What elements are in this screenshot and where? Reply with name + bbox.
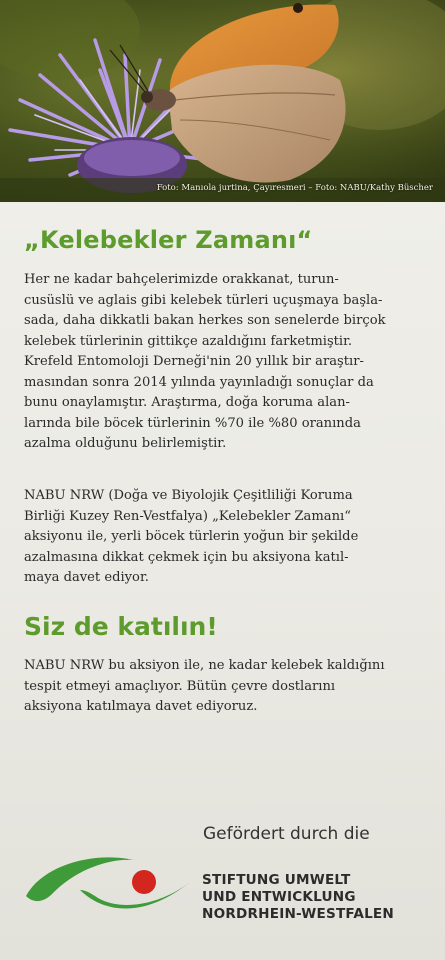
paragraph-line: aksiyonu ile, yerli böcek türlerin yoğun bir şekilde	[24, 529, 359, 544]
paragraph-line: cusüslü ve aglais gibi kelebek türleri uçuşmaya başla-	[24, 292, 383, 308]
paragraph-line: kelebek türlerinin gittikçe azaldığını farketmiştir.	[24, 333, 353, 349]
section-title-siz-de-katilin: Siz de katılın!	[24, 612, 218, 641]
paragraph-line: tespit etmeyi amaçlıyor. Bütün çevre dostlarını	[24, 678, 336, 694]
stiftung-swoosh-logo-icon	[22, 846, 202, 926]
paragraph-line: maya davet ediyor.	[24, 570, 149, 585]
paragraph-line: larında bile böcek türlerinin %70 ile %80 oranında	[24, 415, 361, 431]
paragraph-line: sada, daha dikkatli bakan herkes son senelerde birçok	[24, 313, 386, 328]
paragraph-line: NABU NRW bu aksiyon ile, ne kadar kelebek kaldığını	[24, 658, 385, 673]
paragraph-line: bunu onaylamıştır. Araştırma, doğa koruma alan-	[24, 395, 350, 410]
paragraph-line: Birliği Kuzey Ren-Vestfalya) „Kelebekler Zamanı“	[24, 508, 351, 524]
paragraph-line: azalma olduğunu belirlemiştir.	[24, 436, 227, 451]
paragraph-line: NABU NRW (Doğa ve Biyolojik Çeşitliliği Koruma	[24, 488, 353, 503]
intro-paragraph	[24, 270, 428, 455]
nabu-paragraph	[24, 486, 428, 589]
sponsor-name	[202, 872, 394, 923]
sponsor-name-line: STIFTUNG UMWELT	[202, 872, 351, 888]
sponsor-label: Gefördert durch die	[203, 824, 370, 844]
paragraph-line: aksiyona katılmaya davet ediyoruz.	[24, 699, 258, 714]
sponsor-name-line: NORDRHEIN-WESTFALEN	[202, 906, 394, 922]
paragraph-line: Krefeld Entomoloji Derneği'nin 20 yıllık bir araştır-	[24, 354, 364, 369]
section-title-kelebekler-zamani: „Kelebekler Zamanı“	[24, 226, 313, 254]
paragraph-line: masından sonra 2014 yılında yayınladığı sonuçlar da	[24, 374, 374, 390]
paragraph-line: Her ne kadar bahçelerimizde orakkanat, turun-	[24, 272, 339, 287]
paragraph-line: azalmasına dikkat çekmek için bu aksiyona katıl-	[24, 549, 349, 565]
butterfly-photo	[0, 0, 445, 202]
sponsor-name-line: UND ENTWICKLUNG	[202, 889, 356, 905]
invitation-paragraph	[24, 656, 428, 718]
photo-caption: Foto: Manıola jurtina, Çayıresmeri – Foto: NABU/Kathy Büscher	[156, 183, 433, 193]
butterfly-image	[0, 0, 445, 202]
